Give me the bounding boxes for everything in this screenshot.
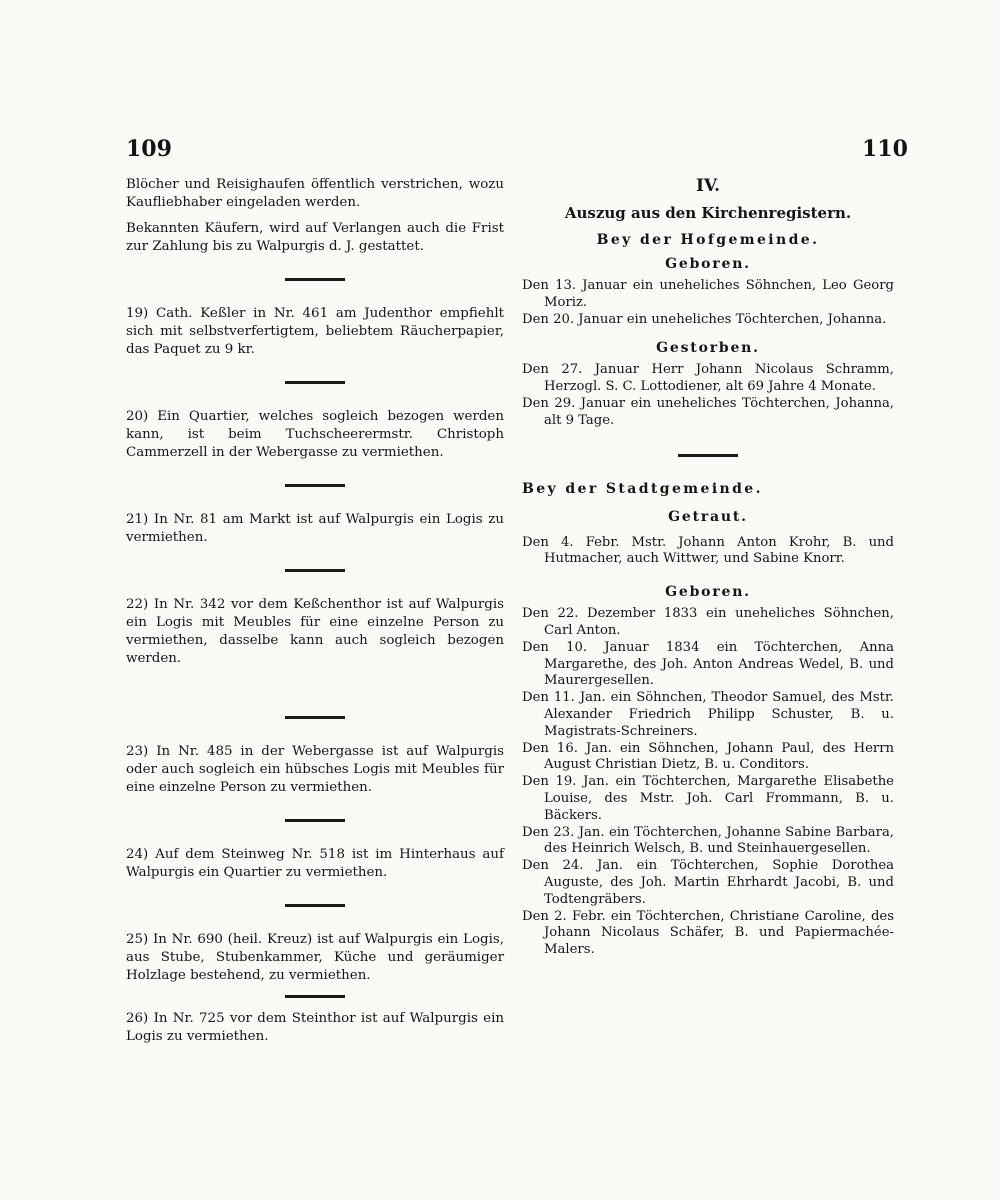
divider bbox=[285, 819, 345, 822]
register-entry: Den 16. Jan. ein Söhnchen, Johann Paul, des Herrn August Christian Dietz, B. u. Conditors. bbox=[522, 740, 894, 773]
hof-gestorben-label: Gestorben. bbox=[656, 340, 760, 357]
register-entry: Den 24. Jan. ein Töchterchen, Sophie Dorothea Auguste, des Joh. Martin Ehrhardt Jacobi, B. und Todtengräbers. bbox=[522, 858, 894, 907]
notice-22: 22) In Nr. 342 vor dem Keßchenthor ist auf Walpurgis ein Logis mit Meubles für eine einzelne Person zu vermiethen, dasselbe kann auch sogleich bezogen werden. bbox=[126, 597, 504, 666]
notice-paragraph: Blöcher und Reisighaufen öffentlich verstrichen, wozu Kaufliebhaber eingeladen werden. bbox=[126, 177, 504, 210]
register-entry: Den 4. Febr. Mstr. Johann Anton Krohr, B. und Hutmacher, auch Wittwer, und Sabine Knorr. bbox=[522, 534, 894, 567]
notice-24: 24) Auf dem Steinweg Nr. 518 ist im Hinterhaus auf Walpurgis ein Quartier zu vermiethen. bbox=[126, 847, 504, 880]
divider bbox=[285, 904, 345, 907]
register-entry: Den 22. Dezember 1833 ein uneheliches Söhnchen, Carl Anton. bbox=[522, 606, 894, 638]
divider bbox=[678, 454, 738, 457]
notice-20: 20) Ein Quartier, welches sogleich bezogen werden kann, ist beim Tuchscheerermstr. Christoph Cammerzell in der Webergasse zu vermiethen. bbox=[126, 409, 504, 460]
page-number-left: 109 bbox=[126, 136, 172, 162]
right-column bbox=[522, 176, 894, 959]
stadt-geboren-label: Geboren. bbox=[665, 584, 751, 601]
hof-geboren-label: Geboren. bbox=[665, 256, 751, 272]
notice-25: 25) In Nr. 690 (heil. Kreuz) ist auf Walpurgis ein Logis, aus Stube, Stubenkammer, Küche und geräumiger Holzlage bestehend, zu vermiethen. bbox=[126, 932, 504, 983]
divider bbox=[285, 484, 345, 487]
page-number-right: 110 bbox=[862, 136, 908, 162]
register-entry: Den 27. Januar Herr Johann Nicolaus Schramm, Herzogl. S. C. Lottodiener, alt 69 Jahre 4 Monate. bbox=[522, 362, 894, 395]
hof-heading: Bey der Hofgemeinde. bbox=[596, 232, 820, 248]
left-column bbox=[126, 176, 504, 1046]
notice-26: 26) In Nr. 725 vor dem Steinthor ist auf Walpurgis ein Logis zu vermiethen. bbox=[126, 1011, 504, 1044]
register-entry: Den 29. Januar ein uneheliches Töchterchen, Johanna, alt 9 Tage. bbox=[522, 395, 894, 428]
register-entry: Den 11. Jan. ein Söhnchen, Theodor Samuel, des Mstr. Alexander Friedrich Philipp Schuster, B. u. Magistrats-Schreiners. bbox=[522, 690, 894, 739]
divider bbox=[285, 381, 345, 384]
section-title: Auszug aus den Kirchenregistern. bbox=[564, 204, 852, 222]
divider bbox=[285, 569, 345, 572]
register-entry: Den 2. Febr. ein Töchterchen, Christiane Caroline, des Johann Nicolaus Schäfer, B. und Papiermachée-Malers. bbox=[522, 908, 894, 958]
stadt-getraut-label: Getraut. bbox=[668, 508, 748, 525]
section-number: IV. bbox=[695, 176, 721, 196]
register-entry: Den 10. Januar 1834 ein Töchterchen, Anna Margarethe, des Joh. Anton Andreas Wedel, B. und Maurergesellen. bbox=[522, 639, 894, 689]
notice-23: 23) In Nr. 485 in der Webergasse ist auf Walpurgis oder auch sogleich ein hübsches Logis mit Meubles für eine einzelne Person zu vermiethen. bbox=[126, 744, 504, 795]
divider bbox=[285, 716, 345, 719]
register-entry: Den 23. Jan. ein Töchterchen, Johanne Sabine Barbara, des Heinrich Welsch, B. und Steinhauergesellen. bbox=[522, 824, 894, 857]
register-entry: Den 19. Jan. ein Töchterchen, Margarethe Elisabethe Louise, des Mstr. Joh. Carl Frommann, B. u. Bäckers. bbox=[522, 774, 894, 823]
divider bbox=[285, 278, 345, 281]
divider bbox=[285, 995, 345, 998]
register-entry: Den 13. Januar ein uneheliches Söhnchen, Leo Georg Moriz. bbox=[522, 278, 894, 310]
notice-paragraph: Bekannten Käufern, wird auf Verlangen auch die Frist zur Zahlung bis zu Walpurgis d. J. gestattet. bbox=[126, 221, 504, 254]
stadt-heading: Bey der Stadtgemeinde. bbox=[522, 480, 763, 497]
notice-21: 21) In Nr. 81 am Markt ist auf Walpurgis ein Logis zu vermiethen. bbox=[126, 512, 504, 545]
register-entry: Den 20. Januar ein uneheliches Töchterchen, Johanna. bbox=[522, 311, 887, 327]
notice-19: 19) Cath. Keßler in Nr. 461 am Judenthor empfiehlt sich mit selbstverfertigtem, beliebtem Räucherpapier, das Paquet zu 9 kr. bbox=[126, 306, 504, 357]
